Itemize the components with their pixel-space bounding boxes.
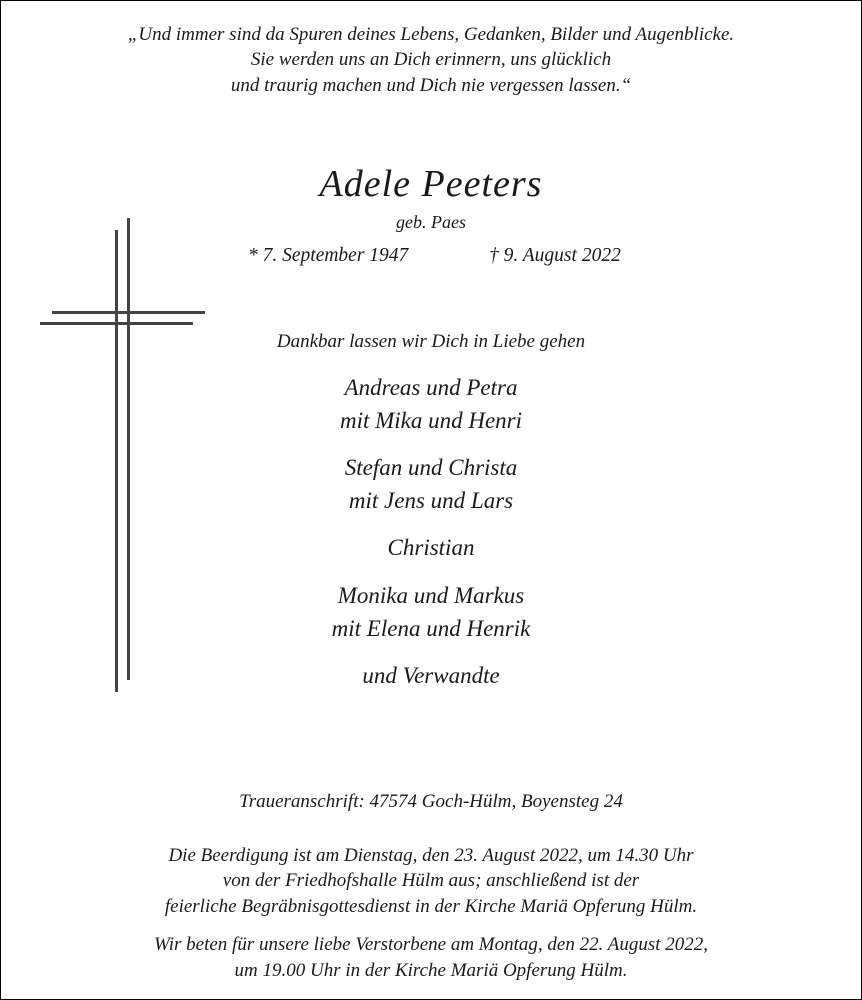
thanks-line: Dankbar lassen wir Dich in Liebe gehen bbox=[276, 331, 586, 352]
maiden-name: geb. Paes bbox=[396, 212, 466, 232]
deceased-name: Adele Peeters bbox=[319, 163, 543, 205]
prayer-line-1: Wir beten für unsere liebe Verstorbene am Montag, den 22. August 2022, bbox=[153, 934, 709, 955]
death-date: † 9. August 2022 bbox=[489, 245, 621, 266]
family-line: Monika und Markus bbox=[337, 583, 525, 608]
family-line: Stefan und Christa bbox=[344, 455, 518, 480]
family-line: Christian bbox=[387, 535, 475, 560]
family-line: und Verwandte bbox=[362, 663, 500, 688]
funeral-line-2: von der Friedhofshalle Hülm aus; anschließend ist der bbox=[222, 870, 640, 891]
prayer-line-2: um 19.00 Uhr in der Kirche Mariä Opferung Hülm. bbox=[234, 960, 628, 981]
quote-line-3: und traurig machen und Dich nie vergessen lassen.“ bbox=[230, 75, 632, 96]
funeral-line-1: Die Beerdigung ist am Dienstag, den 23. August 2022, um 14.30 Uhr bbox=[168, 845, 694, 866]
family-line: Andreas und Petra bbox=[344, 375, 518, 400]
mourning-address: Traueranschrift: 47574 Goch-Hülm, Boyensteg 24 bbox=[239, 791, 623, 812]
birth-date: * 7. September 1947 bbox=[248, 245, 409, 266]
quote-line-1: „Und immer sind da Spuren deines Lebens, Gedanken, Bilder und Augenblicke. bbox=[127, 24, 735, 45]
quote-line-2: Sie werden uns an Dich erinnern, uns glücklich bbox=[250, 49, 612, 70]
family-line: mit Jens und Lars bbox=[348, 488, 514, 513]
family-line: mit Mika und Henri bbox=[339, 408, 523, 433]
family-line: mit Elena und Henrik bbox=[331, 616, 531, 641]
funeral-line-3: feierliche Begräbnisgottesdienst in der Kirche Mariä Opferung Hülm. bbox=[164, 896, 698, 917]
